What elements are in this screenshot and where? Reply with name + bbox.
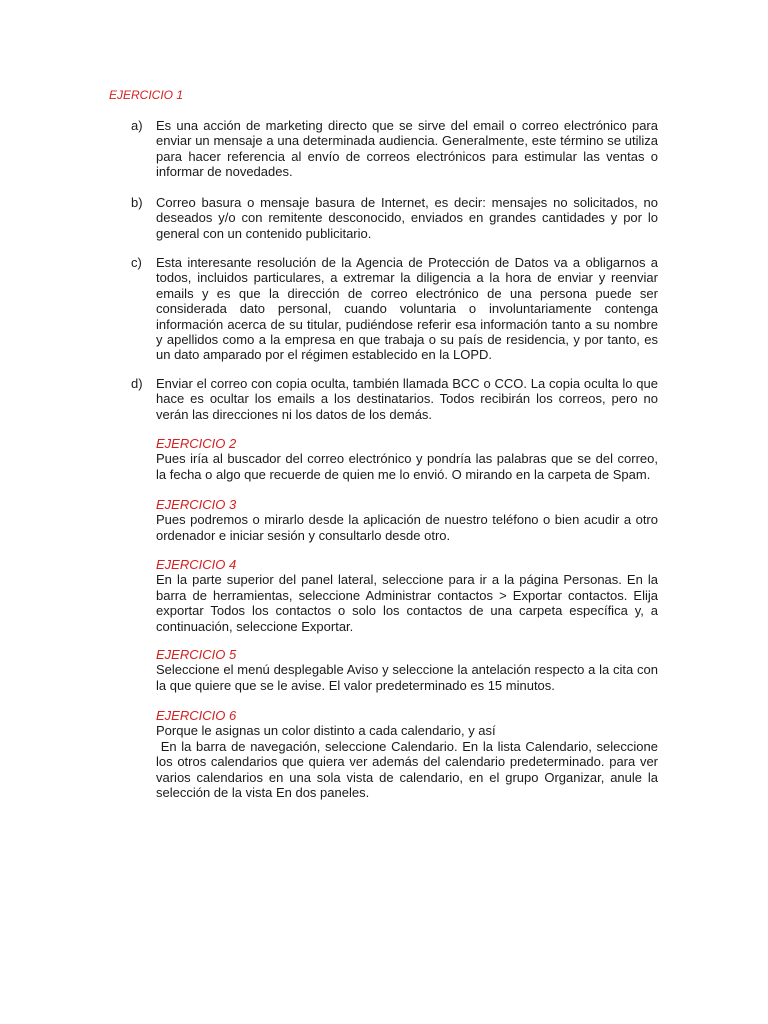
exercise-3-text: Pues podremos o mirarlo desde la aplicación de nuestro teléfono o bien acudir a otro ordenador e iniciar sesión y consultarlo desde otro. — [156, 512, 658, 543]
exercise-4-text: En la parte superior del panel lateral, seleccione para ir a la página Personas. En la barra de herramientas, seleccione Administrar contactos > Exportar contactos. Elija exportar Todos los contactos o solo los contactos de una carpeta específica y, a continuación, seleccione Exportar. — [156, 572, 658, 634]
exercise-5-block — [156, 647, 658, 693]
exercise-5-text: Seleccione el menú desplegable Aviso y seleccione la antelación respecto a la cita con la que quiere que se le avise. El valor predeterminado es 15 minutos. — [156, 662, 658, 693]
list-item-text: Enviar el correo con copia oculta, también llamada BCC o CCO. La copia oculta lo que hace es ocultar los emails a los destinatarios. Todos recibirán los correos, pero no verán las direcciones ni los datos de los demás. — [156, 376, 658, 422]
list-marker: c) — [131, 255, 142, 270]
list-marker: b) — [131, 195, 143, 210]
list-item-text: Correo basura o mensaje basura de Internet, es decir: mensajes no solicitados, no deseados y/o con remitente desconocido, enviados en grandes cantidades y por lo general con un contenido publicitario. — [156, 195, 658, 241]
list-item-text: Es una acción de marketing directo que se sirve del email o correo electrónico para enviar un mensaje a una determinada audiencia. Generalmente, este término se utiliza para hacer referencia al envío de correos electrónicos para estimular las ventas o informar de novedades. — [156, 118, 658, 180]
exercise-3-block — [156, 497, 658, 543]
exercise-2-block — [156, 436, 658, 482]
exercise-2-heading: EJERCICIO 2 — [156, 436, 237, 451]
exercise-6-text-1: Porque le asignas un color distinto a cada calendario, y así — [156, 723, 496, 739]
list-marker: a) — [131, 118, 143, 133]
exercise-6-heading: EJERCICIO 6 — [156, 708, 237, 723]
exercise-3-heading: EJERCICIO 3 — [156, 497, 237, 512]
exercise-4-heading: EJERCICIO 4 — [156, 557, 237, 572]
exercise-6-block — [156, 708, 662, 801]
list-item-a — [113, 118, 658, 180]
list-marker: d) — [131, 376, 143, 391]
exercise-2-text: Pues iría al buscador del correo electrónico y pondría las palabras que se del correo, la fecha o algo que recuerde de quien me lo envió. O mirando en la carpeta de Spam. — [156, 451, 658, 482]
list-item-text: Esta interesante resolución de la Agencia de Protección de Datos va a obligarnos a todos, incluidos particulares, a extremar la diligencia a la hora de enviar y reenviar emails y es que la dirección de correo electrónico de una persona puede ser considerada dato personal, cuando voluntaria o involuntariamente contenga información acerca de su titular, pudiéndose referir esa información tanto a su nombre y apellidos como a la empresa en que trabaja o su país de residencia, y por tanto, es un dato amparado por el régimen establecido en la LOPD. — [156, 255, 658, 363]
list-item-c — [113, 255, 658, 363]
list-item-d — [113, 376, 658, 422]
exercise-5-heading: EJERCICIO 5 — [156, 647, 237, 662]
exercise-1-heading: EJERCICIO 1 — [109, 88, 184, 102]
exercise-6-text-2: En la barra de navegación, seleccione Calendario. En la lista Calendario, seleccione los otros calendarios que quiera ver además del calendario predeterminado. para ver varios calendarios en una sola vista de calendario, en el grupo Organizar, anule la selección de la vista En dos paneles. — [156, 738, 662, 801]
list-item-b — [113, 195, 658, 241]
exercise-4-block — [156, 557, 658, 634]
